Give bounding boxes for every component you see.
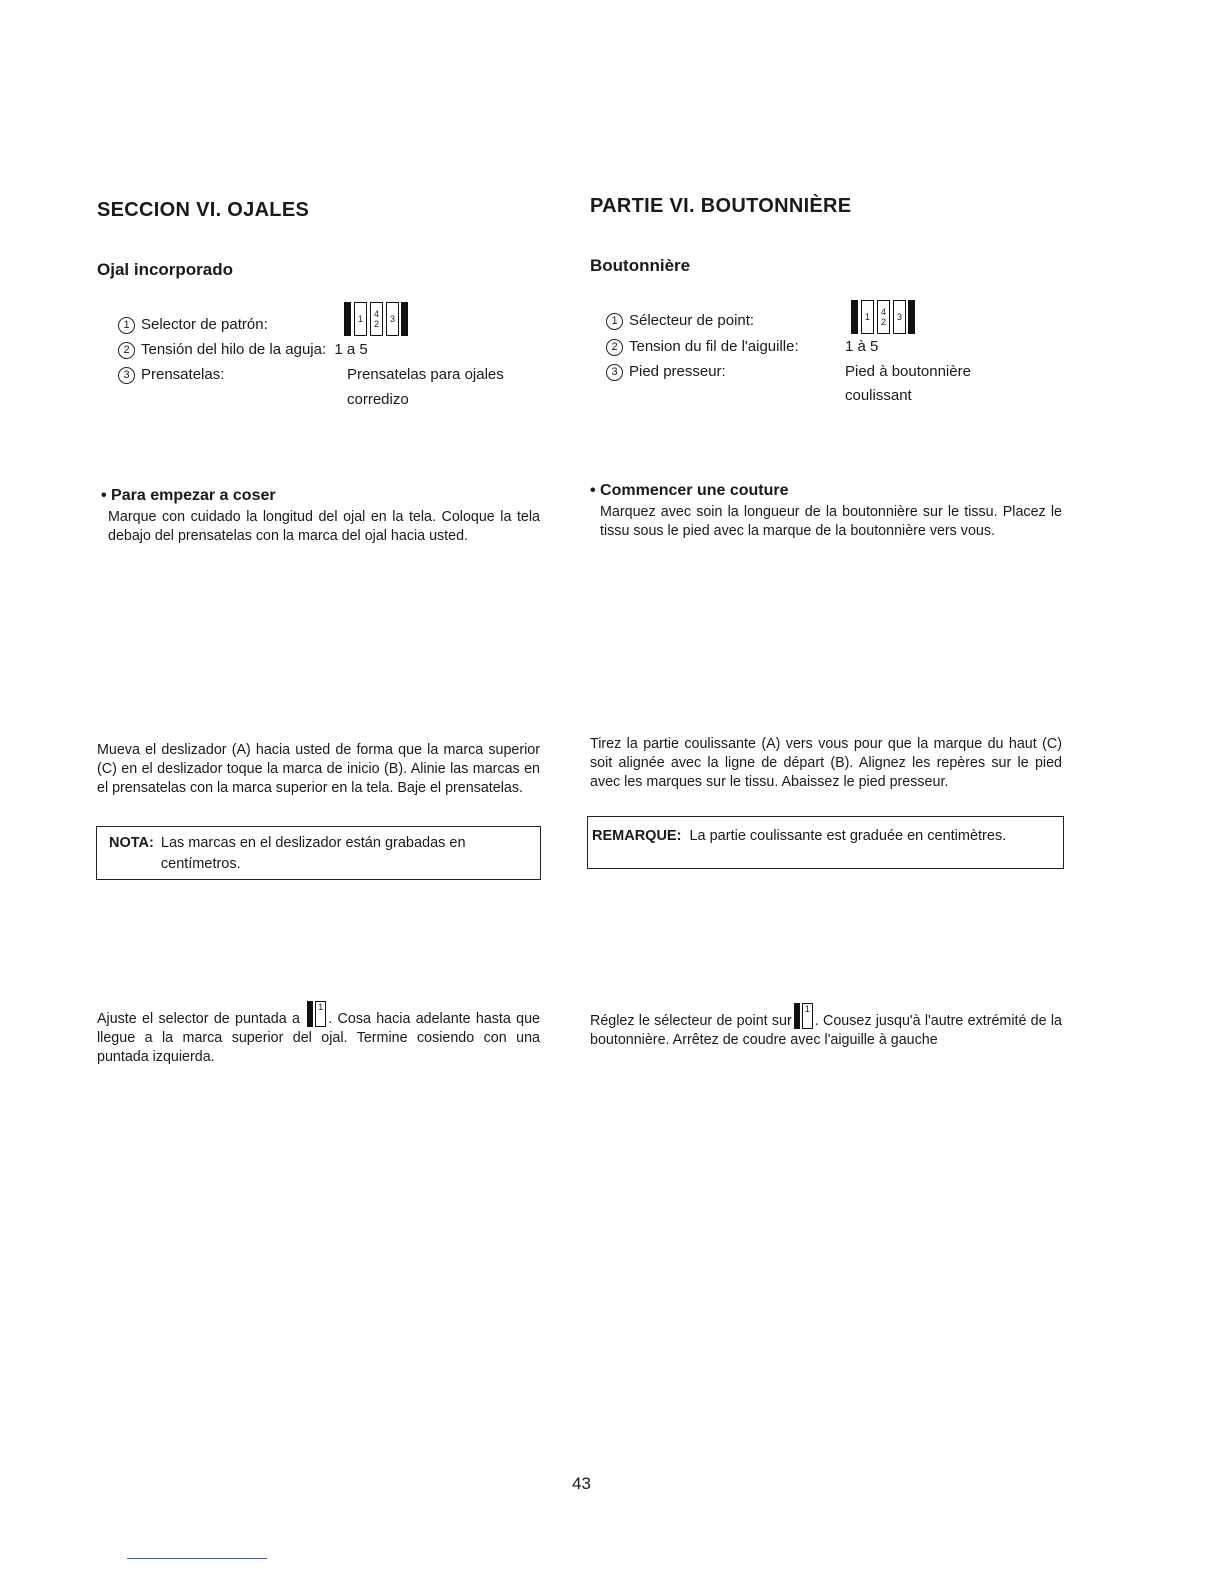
spec-label: Tensión del hilo de la aguja: bbox=[141, 341, 327, 358]
french-spec-1 bbox=[606, 312, 754, 330]
circled-number: 3 bbox=[606, 364, 623, 381]
dial-cell-mid: 4 2 bbox=[370, 302, 383, 336]
page-number: 43 bbox=[572, 1474, 591, 1493]
spanish-start-text: Marque con cuidado la longitud del ojal en la tela. Coloque la tela debajo del prensatelas con la marca del ojal hacia usted. bbox=[108, 509, 540, 544]
dial-cell-right: 3 bbox=[893, 300, 906, 334]
stitch-dial-icon: 1 bbox=[307, 1001, 326, 1027]
spec-value: 1 a 5 bbox=[334, 341, 368, 358]
spanish-spec-3 bbox=[118, 366, 224, 384]
spec-label: Selector de patrón: bbox=[141, 316, 268, 333]
spanish-spec-3-value: Prensatelas para ojales bbox=[347, 366, 504, 383]
spanish-spec-2 bbox=[118, 341, 368, 359]
spanish-spec-1 bbox=[118, 316, 268, 334]
footer-rule bbox=[127, 1558, 267, 1559]
circled-number: 1 bbox=[606, 313, 623, 330]
french-spec-3 bbox=[606, 363, 726, 381]
note-text: La partie coulissante est graduée en centimètres. bbox=[689, 828, 1007, 844]
note-text: Las marcas en el deslizador están grabadas en centímetros. bbox=[160, 835, 466, 872]
spec-label: Sélecteur de point: bbox=[629, 312, 755, 329]
spec-label: Prensatelas: bbox=[141, 366, 225, 383]
note-label: REMARQUE: bbox=[592, 828, 682, 844]
circled-number: 1 bbox=[118, 317, 135, 334]
spanish-start-title: • Para empezar a coser bbox=[101, 487, 276, 504]
french-start-text: Marquez avec soin la longueur de la boutonnière sur le tissu. Placez le tissu sous le pied avec la marque de la boutonnière vers vous. bbox=[600, 504, 1062, 539]
pattern-dial-icon bbox=[344, 302, 408, 336]
dial-cell-left: 1 bbox=[354, 302, 367, 336]
spanish-note-box bbox=[96, 826, 541, 880]
circled-number: 2 bbox=[118, 342, 135, 359]
note-label: NOTA: bbox=[109, 835, 154, 851]
spanish-spec-3-value-cont: corredizo bbox=[347, 391, 409, 408]
stitch-dial-icon: 1 bbox=[794, 1003, 813, 1029]
french-spec-2-value: 1 à 5 bbox=[845, 338, 879, 355]
french-note-box bbox=[587, 816, 1064, 869]
pattern-dial-icon bbox=[851, 300, 915, 334]
french-spec-3-value-cont: coulissant bbox=[845, 387, 912, 404]
spanish-slide-text: Mueva el deslizador (A) hacia usted de forma que la marca superior (C) en el deslizador toque la marca de inicio (B). Alinie las marcas en el prensatelas con la marca superior en la tela. Baje el prensatelas. bbox=[97, 742, 540, 796]
french-subsection-title: Boutonnière bbox=[590, 256, 691, 275]
french-slide-text: Tirez la partie coulissante (A) vers vous pour que la marque du haut (C) soit alignée avec la ligne de départ (B). Alignez les repères sur le pied avec les marques sur le tissu. Abaissez le pied presseur. bbox=[590, 736, 1062, 790]
spec-label: Tension du fil de l'aiguille: bbox=[629, 338, 799, 355]
dial-cell-mid: 4 2 bbox=[877, 300, 890, 334]
dial-cell-left: 1 bbox=[861, 300, 874, 334]
french-start-title: • Commencer une couture bbox=[590, 482, 789, 499]
french-spec-3-value: Pied à boutonnière bbox=[845, 363, 971, 380]
french-adjust-text: Réglez le sélecteur de point sur 1 . Cousez jusqu'à l'autre extrémité de la boutonnière. Arrêtez de coudre avec l'aiguille à gauche bbox=[590, 1004, 1062, 1048]
spanish-section-title: SECCION VI. OJALES bbox=[97, 199, 310, 221]
french-spec-2 bbox=[606, 338, 799, 356]
circled-number: 2 bbox=[606, 339, 623, 356]
spanish-adjust-text: Ajuste el selector de puntada a 1 . Cosa hacia adelante hasta que llegue a la marca superior del ojal. Termine cosiendo con una puntada izquierda. bbox=[97, 1002, 540, 1065]
spec-label: Pied presseur: bbox=[629, 363, 726, 380]
spanish-subsection-title: Ojal incorporado bbox=[97, 260, 234, 279]
circled-number: 3 bbox=[118, 367, 135, 384]
french-section-title: PARTIE VI. BOUTONNIÈRE bbox=[590, 195, 852, 217]
dial-cell-right: 3 bbox=[386, 302, 399, 336]
